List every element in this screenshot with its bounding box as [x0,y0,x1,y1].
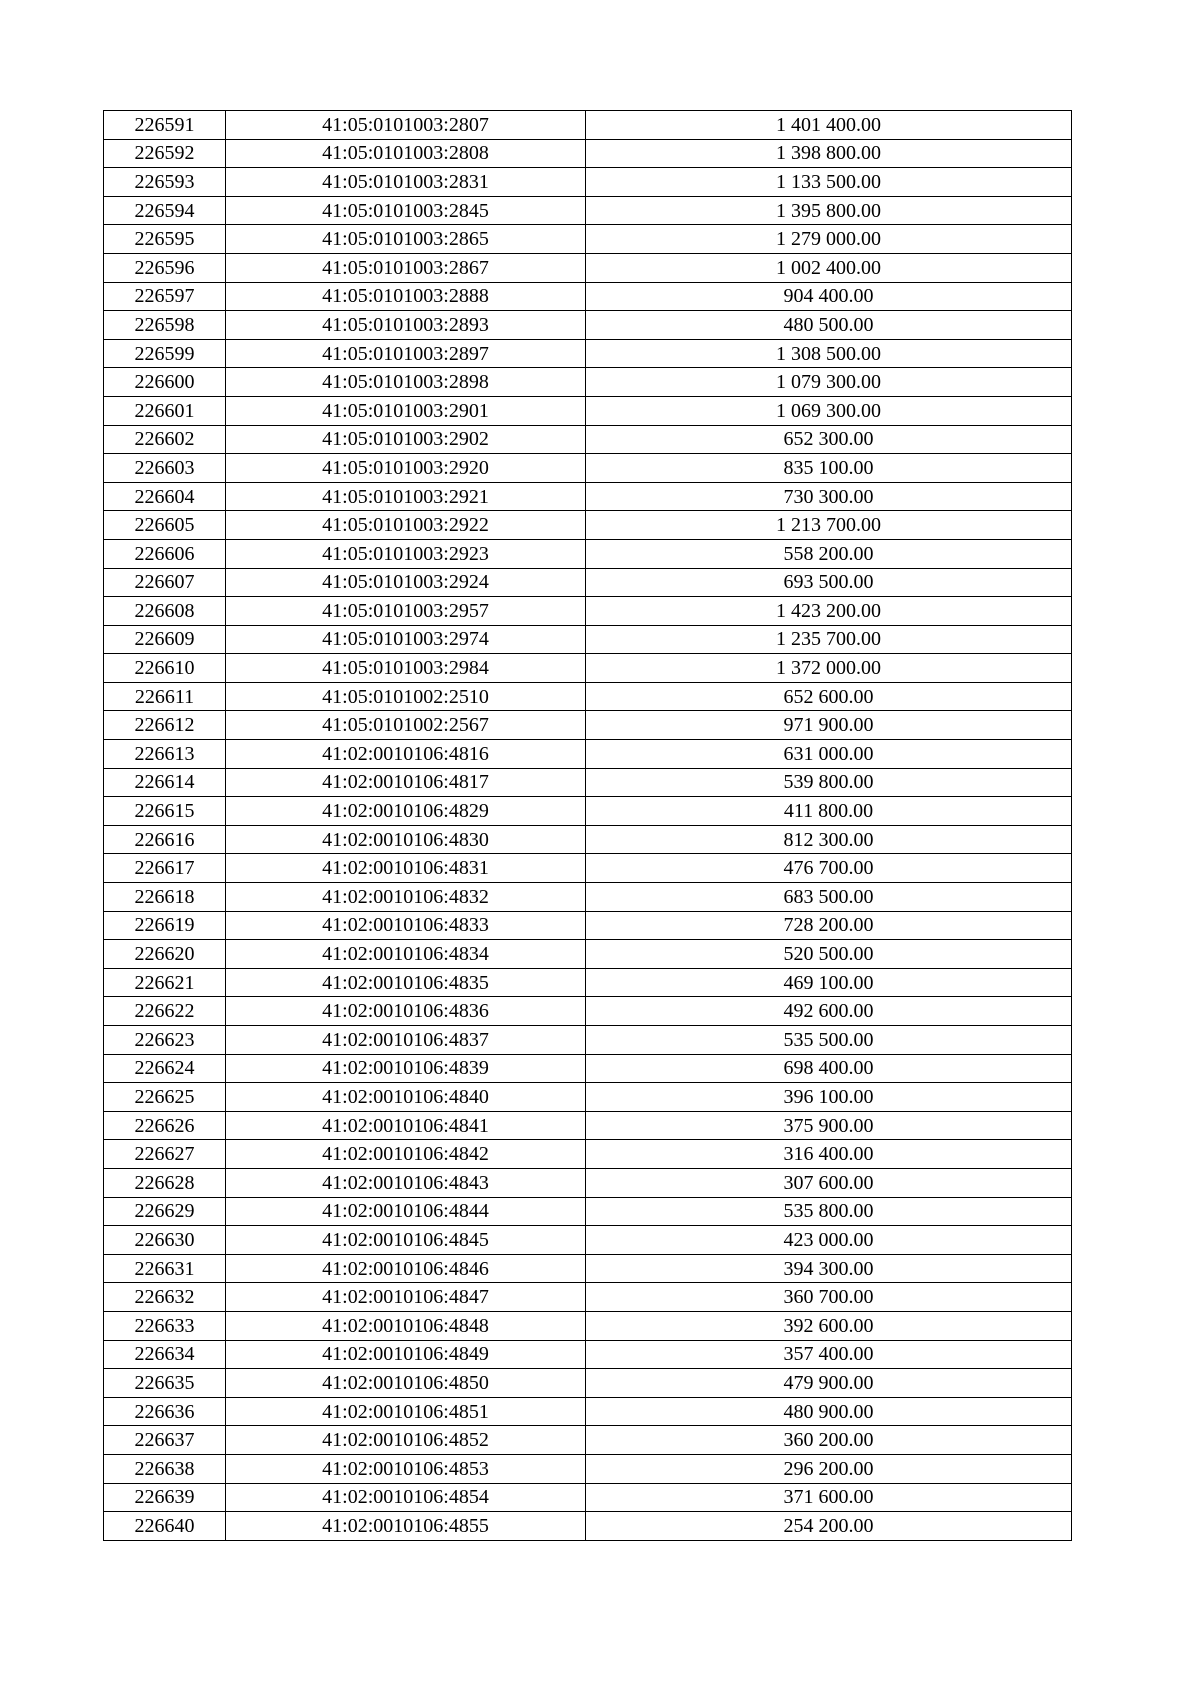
row-number-cell: 226607 [104,568,226,597]
cadastral-number-cell: 41:02:0010106:4852 [226,1426,586,1455]
cadastral-number-cell: 41:05:0101003:2845 [226,196,586,225]
table-row [104,282,1072,311]
cadastral-number-cell: 41:02:0010106:4837 [226,1026,586,1055]
cadastral-number-cell: 41:05:0101003:2893 [226,311,586,340]
row-number-cell: 226633 [104,1311,226,1340]
row-number-cell: 226614 [104,768,226,797]
value-cell: 1 279 000.00 [586,225,1072,254]
table-row [104,1083,1072,1112]
row-number-cell: 226637 [104,1426,226,1455]
valuation-table [103,110,1072,1541]
cadastral-number-cell: 41:02:0010106:4834 [226,940,586,969]
table-row [104,139,1072,168]
row-number-cell: 226601 [104,396,226,425]
row-number-cell: 226616 [104,825,226,854]
cadastral-number-cell: 41:02:0010106:4845 [226,1226,586,1255]
table-row [104,1397,1072,1426]
table-body [104,111,1072,1541]
row-number-cell: 226600 [104,368,226,397]
table-row [104,311,1072,340]
table-row [104,1111,1072,1140]
cadastral-number-cell: 41:02:0010106:4832 [226,883,586,912]
row-number-cell: 226617 [104,854,226,883]
cadastral-number-cell: 41:05:0101002:2510 [226,682,586,711]
table-row [104,511,1072,540]
value-cell: 296 200.00 [586,1454,1072,1483]
row-number-cell: 226598 [104,311,226,340]
row-number-cell: 226640 [104,1512,226,1541]
table-row [104,1026,1072,1055]
row-number-cell: 226635 [104,1369,226,1398]
cadastral-number-cell: 41:02:0010106:4855 [226,1512,586,1541]
table-row [104,997,1072,1026]
cadastral-number-cell: 41:02:0010106:4830 [226,825,586,854]
value-cell: 683 500.00 [586,883,1072,912]
cadastral-number-cell: 41:05:0101003:2888 [226,282,586,311]
cadastral-number-cell: 41:02:0010106:4831 [226,854,586,883]
cadastral-number-cell: 41:05:0101003:2920 [226,454,586,483]
row-number-cell: 226599 [104,339,226,368]
value-cell: 307 600.00 [586,1168,1072,1197]
value-cell: 1 401 400.00 [586,111,1072,140]
cadastral-number-cell: 41:05:0101003:2974 [226,625,586,654]
cadastral-number-cell: 41:02:0010106:4839 [226,1054,586,1083]
row-number-cell: 226610 [104,654,226,683]
cadastral-number-cell: 41:05:0101003:2867 [226,253,586,282]
table-row [104,1512,1072,1541]
value-cell: 728 200.00 [586,911,1072,940]
row-number-cell: 226606 [104,539,226,568]
row-number-cell: 226628 [104,1168,226,1197]
row-number-cell: 226620 [104,940,226,969]
cadastral-number-cell: 41:05:0101003:2922 [226,511,586,540]
row-number-cell: 226627 [104,1140,226,1169]
cadastral-number-cell: 41:05:0101002:2567 [226,711,586,740]
table-row [104,883,1072,912]
row-number-cell: 226632 [104,1283,226,1312]
value-cell: 539 800.00 [586,768,1072,797]
cadastral-number-cell: 41:05:0101003:2865 [226,225,586,254]
cadastral-number-cell: 41:02:0010106:4846 [226,1254,586,1283]
table-row [104,539,1072,568]
table-row [104,1054,1072,1083]
row-number-cell: 226621 [104,968,226,997]
row-number-cell: 226608 [104,597,226,626]
table-row [104,1254,1072,1283]
value-cell: 1 079 300.00 [586,368,1072,397]
cadastral-number-cell: 41:05:0101003:2831 [226,168,586,197]
cadastral-number-cell: 41:02:0010106:4844 [226,1197,586,1226]
cadastral-number-cell: 41:05:0101003:2924 [226,568,586,597]
row-number-cell: 226613 [104,740,226,769]
cadastral-number-cell: 41:05:0101003:2921 [226,482,586,511]
table-row [104,768,1072,797]
table-row [104,1140,1072,1169]
value-cell: 396 100.00 [586,1083,1072,1112]
value-cell: 835 100.00 [586,454,1072,483]
value-cell: 904 400.00 [586,282,1072,311]
table-row [104,597,1072,626]
value-cell: 1 395 800.00 [586,196,1072,225]
table-row [104,940,1072,969]
row-number-cell: 226612 [104,711,226,740]
row-number-cell: 226636 [104,1397,226,1426]
table-row [104,1426,1072,1455]
value-cell: 558 200.00 [586,539,1072,568]
value-cell: 652 300.00 [586,425,1072,454]
table-row [104,625,1072,654]
row-number-cell: 226596 [104,253,226,282]
row-number-cell: 226630 [104,1226,226,1255]
cadastral-number-cell: 41:02:0010106:4816 [226,740,586,769]
cadastral-number-cell: 41:05:0101003:2807 [226,111,586,140]
row-number-cell: 226604 [104,482,226,511]
cadastral-number-cell: 41:02:0010106:4841 [226,1111,586,1140]
cadastral-number-cell: 41:02:0010106:4848 [226,1311,586,1340]
row-number-cell: 226624 [104,1054,226,1083]
table-row [104,797,1072,826]
value-cell: 693 500.00 [586,568,1072,597]
table-row [104,568,1072,597]
value-cell: 1 069 300.00 [586,396,1072,425]
row-number-cell: 226626 [104,1111,226,1140]
value-cell: 698 400.00 [586,1054,1072,1083]
cadastral-number-cell: 41:05:0101003:2923 [226,539,586,568]
row-number-cell: 226618 [104,883,226,912]
cadastral-number-cell: 41:05:0101003:2901 [226,396,586,425]
row-number-cell: 226595 [104,225,226,254]
table-row [104,1369,1072,1398]
row-number-cell: 226615 [104,797,226,826]
cadastral-number-cell: 41:02:0010106:4835 [226,968,586,997]
value-cell: 535 800.00 [586,1197,1072,1226]
value-cell: 357 400.00 [586,1340,1072,1369]
value-cell: 411 800.00 [586,797,1072,826]
value-cell: 479 900.00 [586,1369,1072,1398]
value-cell: 730 300.00 [586,482,1072,511]
row-number-cell: 226611 [104,682,226,711]
value-cell: 492 600.00 [586,997,1072,1026]
table-row [104,425,1072,454]
value-cell: 371 600.00 [586,1483,1072,1512]
cadastral-number-cell: 41:05:0101003:2957 [226,597,586,626]
value-cell: 1 372 000.00 [586,654,1072,683]
table-row [104,1311,1072,1340]
table-row [104,339,1072,368]
value-cell: 469 100.00 [586,968,1072,997]
value-cell: 423 000.00 [586,1226,1072,1255]
table-row [104,682,1072,711]
row-number-cell: 226593 [104,168,226,197]
value-cell: 480 500.00 [586,311,1072,340]
value-cell: 392 600.00 [586,1311,1072,1340]
table-row [104,854,1072,883]
cadastral-number-cell: 41:05:0101003:2897 [226,339,586,368]
cadastral-number-cell: 41:05:0101003:2984 [226,654,586,683]
value-cell: 360 700.00 [586,1283,1072,1312]
cadastral-number-cell: 41:02:0010106:4853 [226,1454,586,1483]
value-cell: 520 500.00 [586,940,1072,969]
cadastral-number-cell: 41:02:0010106:4854 [226,1483,586,1512]
table-row [104,111,1072,140]
table-row [104,740,1072,769]
cadastral-number-cell: 41:05:0101003:2902 [226,425,586,454]
row-number-cell: 226631 [104,1254,226,1283]
value-cell: 316 400.00 [586,1140,1072,1169]
row-number-cell: 226597 [104,282,226,311]
row-number-cell: 226639 [104,1483,226,1512]
cadastral-number-cell: 41:02:0010106:4843 [226,1168,586,1197]
value-cell: 1 423 200.00 [586,597,1072,626]
row-number-cell: 226592 [104,139,226,168]
table-row [104,1340,1072,1369]
value-cell: 360 200.00 [586,1426,1072,1455]
value-cell: 394 300.00 [586,1254,1072,1283]
value-cell: 1 235 700.00 [586,625,1072,654]
value-cell: 1 308 500.00 [586,339,1072,368]
table-row [104,711,1072,740]
value-cell: 476 700.00 [586,854,1072,883]
row-number-cell: 226619 [104,911,226,940]
cadastral-number-cell: 41:02:0010106:4840 [226,1083,586,1112]
value-cell: 1 213 700.00 [586,511,1072,540]
table-row [104,911,1072,940]
value-cell: 1 002 400.00 [586,253,1072,282]
table-row [104,368,1072,397]
value-cell: 535 500.00 [586,1026,1072,1055]
row-number-cell: 226629 [104,1197,226,1226]
row-number-cell: 226634 [104,1340,226,1369]
value-cell: 1 398 800.00 [586,139,1072,168]
row-number-cell: 226602 [104,425,226,454]
cadastral-number-cell: 41:02:0010106:4849 [226,1340,586,1369]
table-row [104,1168,1072,1197]
cadastral-number-cell: 41:02:0010106:4817 [226,768,586,797]
cadastral-number-cell: 41:02:0010106:4847 [226,1283,586,1312]
table-row [104,654,1072,683]
cadastral-number-cell: 41:05:0101003:2808 [226,139,586,168]
table-row [104,168,1072,197]
cadastral-number-cell: 41:05:0101003:2898 [226,368,586,397]
table-row [104,196,1072,225]
table-row [104,1454,1072,1483]
table-row [104,1283,1072,1312]
cadastral-number-cell: 41:02:0010106:4850 [226,1369,586,1398]
table-row [104,825,1072,854]
cadastral-number-cell: 41:02:0010106:4851 [226,1397,586,1426]
value-cell: 375 900.00 [586,1111,1072,1140]
table-row [104,253,1072,282]
value-cell: 631 000.00 [586,740,1072,769]
table-row [104,1197,1072,1226]
cadastral-number-cell: 41:02:0010106:4833 [226,911,586,940]
table-row [104,454,1072,483]
cadastral-number-cell: 41:02:0010106:4842 [226,1140,586,1169]
cadastral-number-cell: 41:02:0010106:4836 [226,997,586,1026]
row-number-cell: 226594 [104,196,226,225]
row-number-cell: 226622 [104,997,226,1026]
row-number-cell: 226625 [104,1083,226,1112]
row-number-cell: 226609 [104,625,226,654]
value-cell: 254 200.00 [586,1512,1072,1541]
row-number-cell: 226605 [104,511,226,540]
table-row [104,968,1072,997]
row-number-cell: 226623 [104,1026,226,1055]
value-cell: 971 900.00 [586,711,1072,740]
value-cell: 480 900.00 [586,1397,1072,1426]
value-cell: 1 133 500.00 [586,168,1072,197]
row-number-cell: 226603 [104,454,226,483]
row-number-cell: 226638 [104,1454,226,1483]
value-cell: 812 300.00 [586,825,1072,854]
table-row [104,396,1072,425]
cadastral-number-cell: 41:02:0010106:4829 [226,797,586,826]
table-row [104,1483,1072,1512]
table-row [104,225,1072,254]
table-row [104,1226,1072,1255]
value-cell: 652 600.00 [586,682,1072,711]
row-number-cell: 226591 [104,111,226,140]
table-row [104,482,1072,511]
